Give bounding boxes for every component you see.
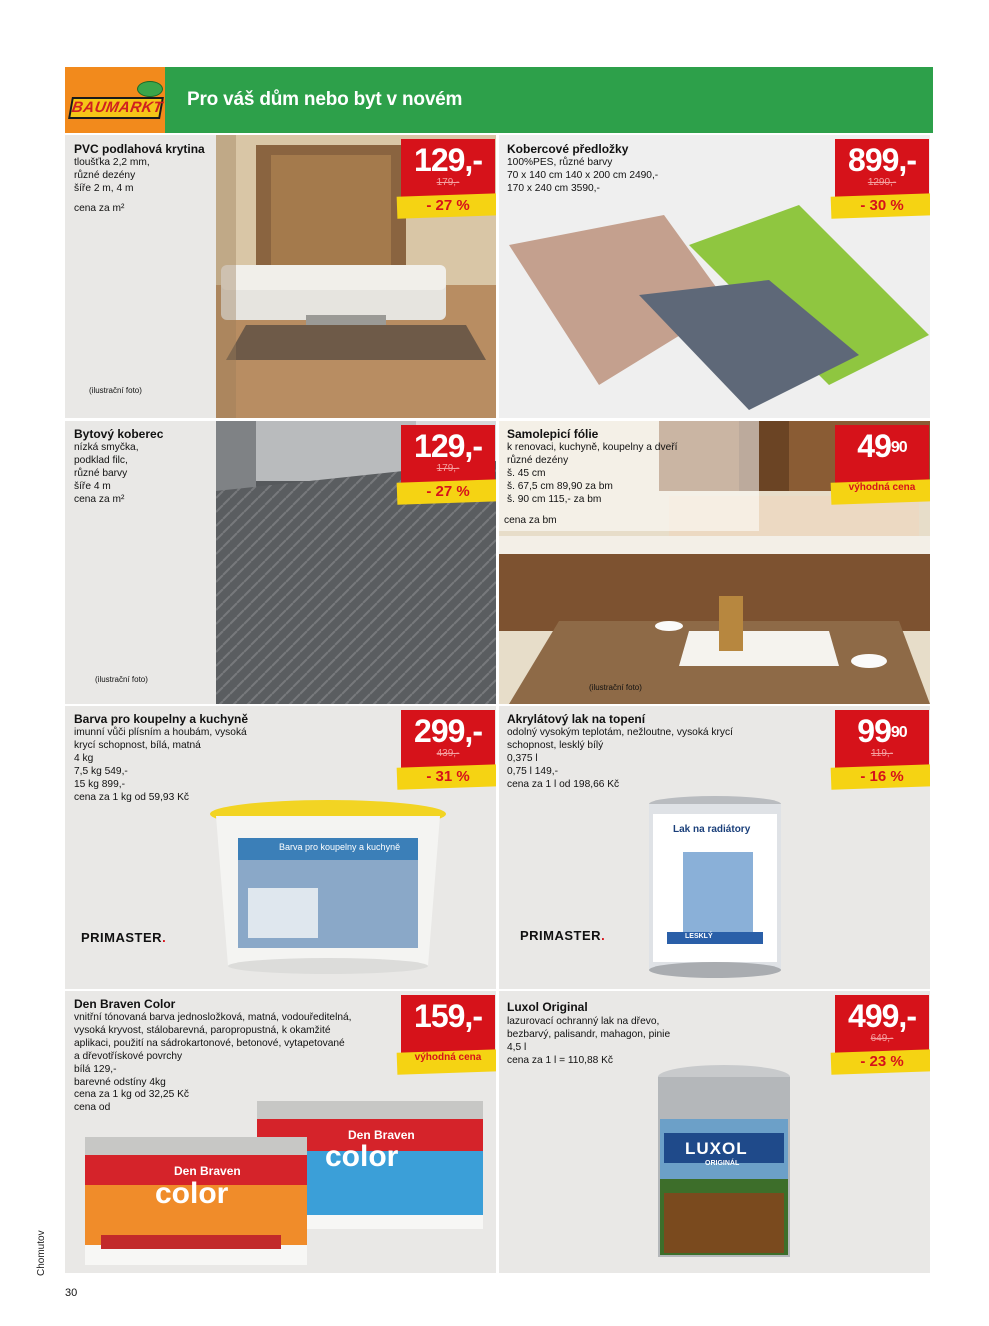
product-card-bathroom-paint[interactable] xyxy=(65,706,496,989)
can-brand: LUXOL xyxy=(685,1139,748,1158)
price-tag xyxy=(835,995,929,1077)
discount-label: - 23 % xyxy=(860,1053,904,1070)
product-title: Samolepicí fólie xyxy=(507,427,599,441)
can-sub-label: LESKLÝ xyxy=(685,933,713,940)
product-title: Barva pro koupelny a kuchyně xyxy=(74,712,249,726)
store-logo[interactable] xyxy=(65,67,165,133)
price: $99^{90}$ xyxy=(857,713,907,749)
old-price: 179,- xyxy=(436,463,460,474)
bucket-word-front: color xyxy=(155,1177,229,1210)
price-tag xyxy=(401,139,495,221)
discount-label: - 16 % xyxy=(860,768,904,785)
product-description: k renovaci, kuchyně, koupelny a dveří různé dezény š. 45 cm š. 67,5 cm 89,90 za bm š. 90 cm 115,- za bm xyxy=(507,442,678,505)
product-card-carpet[interactable] xyxy=(65,421,496,704)
illustration-note: (ilustrační foto) xyxy=(95,675,148,684)
product-card-foil[interactable] xyxy=(499,421,930,704)
product-description: nízká smyčka, podklad filc, různé barvy šíře 4 m cena za m² xyxy=(74,442,139,505)
product-title: Luxol Original xyxy=(507,1000,588,1014)
old-price: 1290,- xyxy=(867,177,897,188)
bucket-brand-front: Den Braven xyxy=(174,1164,241,1178)
product-description: imunní vůči plísním a houbám, vysoká krycí schopnost, bílá, matná 4 kg 7,5 kg 549,- 15 kg 899,- cena za 1 kg od 59,93 Kč xyxy=(74,727,247,803)
paint-bucket-image xyxy=(208,798,448,976)
price: 129,- xyxy=(414,142,482,178)
price: 499,- xyxy=(848,998,916,1034)
price: 129,- xyxy=(414,428,482,464)
illustration-note: (ilustrační foto) xyxy=(589,683,642,692)
old-price: 119,- xyxy=(870,748,894,759)
rugs-photo xyxy=(499,195,930,418)
illustration-note: (ilustrační foto) xyxy=(89,386,142,395)
discount-label: - 31 % xyxy=(426,768,470,785)
logo-badge-icon xyxy=(137,81,163,97)
old-price: 439,- xyxy=(436,748,460,759)
product-card-rugs[interactable] xyxy=(499,135,930,418)
discount-label: - 27 % xyxy=(426,197,470,214)
price: $49^{90}$ xyxy=(857,428,907,464)
price-tag xyxy=(835,425,929,507)
location-label: Chomutov xyxy=(36,1230,47,1276)
price: 899,- xyxy=(848,142,916,178)
product-unit: cena za m² xyxy=(74,203,125,214)
price: 299,- xyxy=(414,713,482,749)
discount-label: - 30 % xyxy=(860,197,904,214)
bucket-word-back: color xyxy=(325,1140,399,1173)
product-card-luxol[interactable] xyxy=(499,991,930,1273)
product-title: Kobercové předložky xyxy=(507,142,629,156)
bucket-brand-back: Den Braven xyxy=(348,1128,415,1142)
product-title: Akrylátový lak na topení xyxy=(507,712,646,726)
paint-buckets-image xyxy=(81,1097,487,1267)
can-label: Lak na radiátory xyxy=(673,824,751,835)
price: 159,- xyxy=(414,998,482,1034)
price-tag xyxy=(835,139,929,221)
brand-logo: PRIMASTER. xyxy=(81,930,167,945)
brand-logo: PRIMASTER. xyxy=(520,928,606,943)
bucket-label: Barva pro koupelny a kuchyně xyxy=(279,842,401,852)
logo-text: BAUMARKT xyxy=(68,97,164,119)
price-tag xyxy=(401,425,495,507)
price-tag xyxy=(401,710,495,792)
page-number: 30 xyxy=(65,1287,78,1299)
value-label: výhodná cena xyxy=(414,1052,482,1063)
value-label: výhodná cena xyxy=(848,482,916,493)
price-tag xyxy=(835,710,929,792)
product-card-pvc[interactable] xyxy=(65,135,496,418)
page-title: Pro váš dům nebo byt v novém xyxy=(187,89,463,110)
product-title: PVC podlahová krytina xyxy=(74,142,205,156)
product-card-den-braven[interactable] xyxy=(65,991,496,1273)
can-sub-label: ORIGINÁL xyxy=(705,1160,740,1167)
product-description: tloušťka 2,2 mm, různé dezény šíře 2 m, 4 m xyxy=(74,157,150,194)
discount-label: - 27 % xyxy=(426,483,470,500)
price-tag xyxy=(401,995,495,1077)
old-price: 649,- xyxy=(870,1033,894,1044)
product-description: odolný vysokým teplotám, nežloutne, vysoká krycí schopnost, lesklý bílý 0,375 l 0,75 l 149,- cena za 1 l od 198,66 Kč xyxy=(507,727,733,790)
product-description: vnitřní tónovaná barva jednosložková, matná, vodouředitelná, vysoká kryvost, stálobarevná, paropropustná, k okamžité aplikaci, použití na sádrokartonové, betonové, vytapetované a dřevotřískové povrchy bílá 129,- barevné odstíny 4kg cena za 1 kg od 32,25 Kč cena od xyxy=(74,1012,352,1114)
product-description: lazurovací ochranný lak na dřevo, bezbarvý, palisandr, mahagon, pinie 4,5 l cena za 1 l = 110,88 Kč xyxy=(507,1016,671,1066)
old-price: 179,- xyxy=(436,177,460,188)
product-title: Bytový koberec xyxy=(74,427,164,441)
product-description: 100%PES, různé barvy 70 x 140 cm 140 x 200 cm 2490,- 170 x 240 cm 3590,- xyxy=(507,157,659,194)
header-banner xyxy=(65,67,933,133)
product-title: Den Braven Color xyxy=(74,997,176,1011)
product-card-radiator-paint[interactable] xyxy=(499,706,930,989)
product-unit: cena za bm xyxy=(504,515,557,526)
